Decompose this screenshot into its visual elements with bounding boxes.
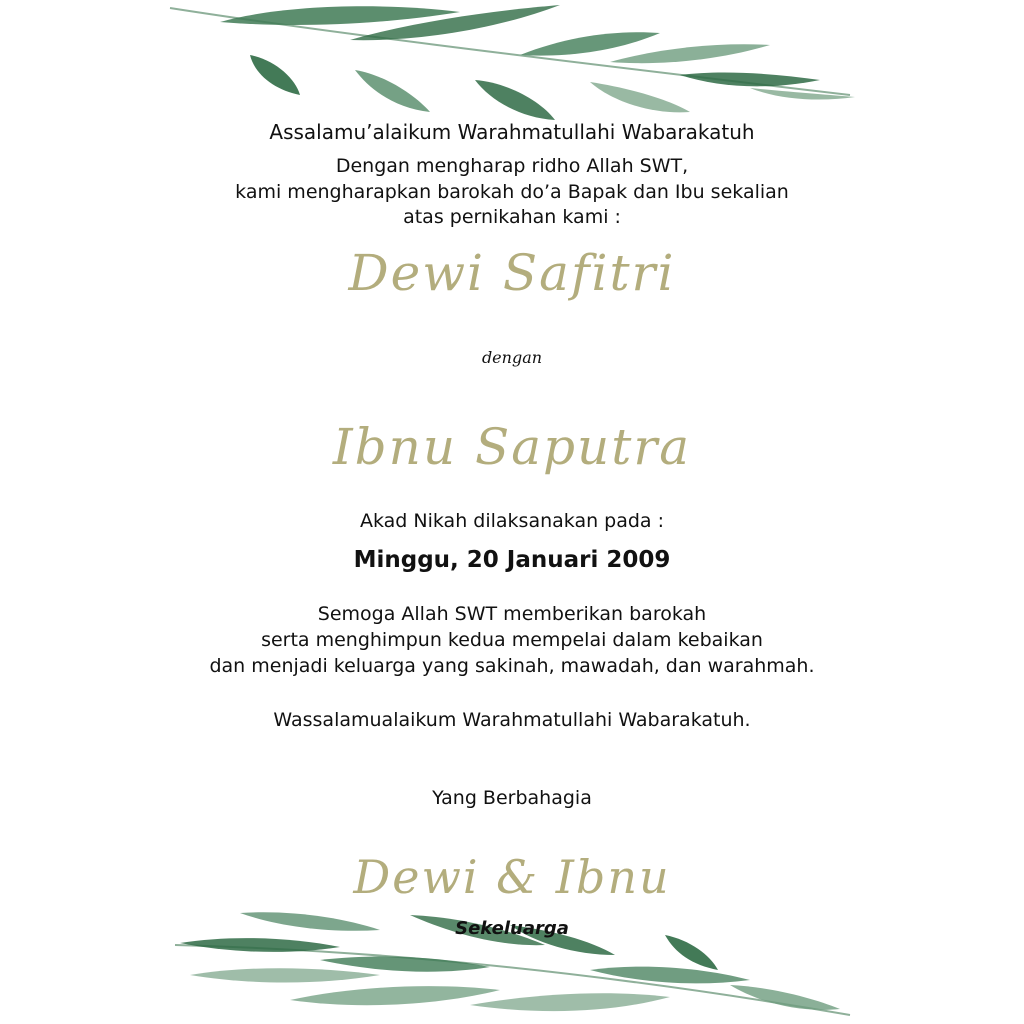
signoff-text: Yang Berbahagia <box>432 787 592 809</box>
bride-name: Dewi Safitri <box>348 244 676 302</box>
intro-line-3: atas pernikahan kami : <box>403 206 621 228</box>
akad-label: Akad Nikah dilaksanakan pada : <box>359 510 665 532</box>
prayer-line-3: dan menjadi keluarga yang sakinah, mawadah, dan warahmah. <box>209 655 815 677</box>
intro-line-1: Dengan mengharap ridho Allah SWT, <box>335 155 689 177</box>
prayer-line-2: serta menghimpun kedua mempelai dalam kebaikan <box>261 629 763 651</box>
groom-name: Ibnu Saputra <box>332 418 692 476</box>
connector-text: dengan <box>481 348 543 367</box>
top-leaf-branch <box>160 0 860 130</box>
couple-names: Dewi & Ibnu <box>353 850 671 904</box>
intro-line-2: kami mengharapkan barokah do’a Bapak dan Ibu sekalian <box>235 181 789 203</box>
family-text: Sekeluarga <box>455 918 569 939</box>
prayer-line-1: Semoga Allah SWT memberikan barokah <box>317 603 707 625</box>
event-date: Minggu, 20 Januari 2009 <box>353 547 671 573</box>
closing-text: Wassalamualaikum Warahmatullahi Wabarakatuh. <box>273 709 751 731</box>
greeting-text: Assalamu’alaikum Warahmatullahi Wabarakatuh <box>269 120 755 144</box>
